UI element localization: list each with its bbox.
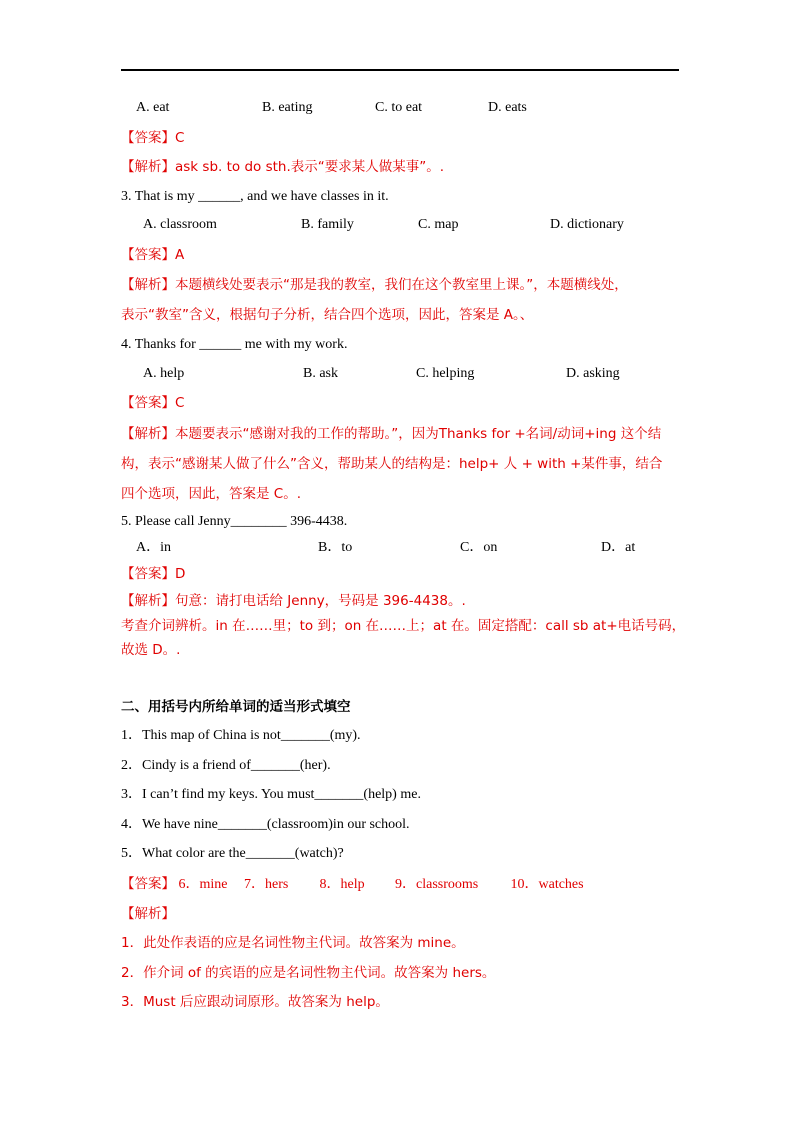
q5-option-c: C．on — [460, 540, 498, 555]
section2-answer-row — [121, 873, 584, 896]
section2-item-5: 5．What color are the_______(watch)? — [121, 846, 344, 861]
q3-analysis-line2: 表示“教室”含义，根据句子分析，结合四个选项，因此，答案是 A。、 — [121, 307, 534, 323]
q5-option-d: D．at — [601, 540, 636, 555]
q4-option-d: D. asking — [566, 366, 620, 381]
q4-analysis-line1: 【解析】本题要表示“感谢对我的工作的帮助。”，因为Thanks for +名词/动词+ing 这个结 — [121, 426, 662, 442]
q2-option-a: A. eat — [136, 100, 170, 115]
section2-answer-7: 7．hers — [244, 877, 289, 892]
section2-answer-8: 8．help — [319, 877, 365, 892]
q4-option-a: A. help — [143, 366, 185, 381]
q5-analysis-line1: 【解析】句意：请打电话给 Jenny，号码是 396-4438。. — [121, 593, 466, 609]
q2-answer: 【答案】C — [121, 130, 185, 146]
q5-stem: 5. Please call Jenny________ 396-4438. — [121, 514, 348, 529]
q4-answer: 【答案】C — [121, 395, 185, 411]
q3-option-a: A. classroom — [143, 217, 217, 232]
section2-heading: 二、用括号内所给单词的适当形式填空 — [121, 699, 351, 715]
section2-answer-10: 10．watches — [510, 877, 584, 892]
q4-analysis-line3: 四个选项，因此，答案是 C。. — [121, 486, 302, 502]
section2-answer-9: 9．classrooms — [395, 877, 479, 892]
section2-item-3: 3．I can’t find my keys. You must_______(help) me. — [121, 787, 421, 802]
q3-answer: 【答案】A — [121, 247, 185, 263]
q2-option-c: C. to eat — [375, 100, 423, 115]
section2-analysis-label: 【解析】 — [121, 906, 175, 922]
q3-option-c: C. map — [418, 217, 459, 232]
section2-item-4: 4．We have nine_______(classroom)in our school. — [121, 817, 410, 832]
q5-option-b: B．to — [318, 540, 353, 555]
section2-analysis-3: 3．Must 后应跟动词原形。故答案为 help。 — [121, 994, 389, 1010]
q4-analysis-line2: 构，表示“感谢某人做了什么”含义，帮助某人的结构是：help+ 人 + with +某件事，结合 — [121, 456, 663, 472]
q3-stem: 3. That is my ______, and we have classes in it. — [121, 189, 389, 204]
q5-analysis-line2: 考查介词辨析。in 在……里；to 到；on 在……上；at 在。固定搭配：call sb at+电话号码， — [121, 618, 686, 634]
section2-analysis-1: 1．此处作表语的应是名词性物主代词。故答案为 mine。 — [121, 935, 465, 951]
q3-option-b: B. family — [301, 217, 354, 232]
section2-answer-label: 【答案】 — [121, 876, 175, 892]
q2-analysis: 【解析】ask sb. to do sth.表示“要求某人做某事”。. — [121, 159, 445, 175]
section2-analysis-2: 2．作介词 of 的宾语的应是名词性物主代词。故答案为 hers。 — [121, 965, 496, 981]
q4-stem: 4. Thanks for ______ me with my work. — [121, 337, 348, 352]
q2-option-d: D. eats — [488, 100, 527, 115]
q4-option-b: B. ask — [303, 366, 338, 381]
header-rule — [121, 69, 679, 71]
q5-analysis-line3: 故选 D。. — [121, 642, 181, 658]
section2-item-2: 2．Cindy is a friend of_______(her). — [121, 758, 331, 773]
q4-option-c: C. helping — [416, 366, 475, 381]
section2-answer-6: 6．mine — [178, 877, 228, 892]
q3-analysis-line1: 【解析】本题横线处要表示“那是我的教室，我们在这个教室里上课。”，本题横线处， — [121, 277, 628, 293]
q2-option-b: B. eating — [262, 100, 313, 115]
q3-option-d: D. dictionary — [550, 217, 624, 232]
section2-item-1: 1．This map of China is not_______(my). — [121, 728, 361, 743]
q5-option-a: A．in — [136, 540, 171, 555]
q5-answer: 【答案】D — [121, 566, 186, 582]
